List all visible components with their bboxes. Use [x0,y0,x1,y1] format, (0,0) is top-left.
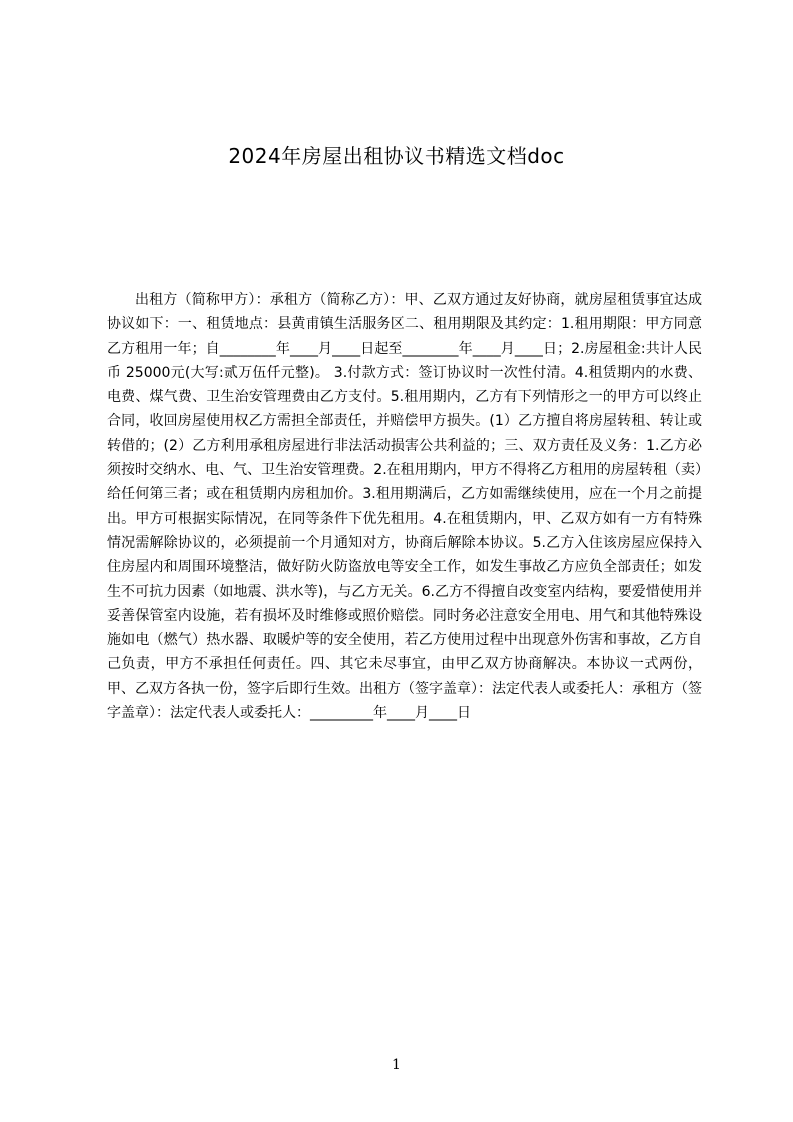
document-title: 2024年房屋出租协议书精选文档doc [228,144,565,168]
document-body: 出租方（简称甲方）：承租方（简称乙方）：甲、乙双方通过友好协商，就房屋租赁事宜达成协议如下：一、租赁地点：县黄甫镇生活服务区二、租用期限及其约定：1.租用期限：甲方同意乙方租用一年；自________年____月____日起至________年____月____日；2.房屋租金:共计人民币 25000元(大写:贰万伍仟元整)。 3.付款方式：签订协议时一次性付清。4.租赁期内的水费、电费、煤气费、卫生治安管理费由乙方支付。5.租用期内，乙方有下列情形之一的甲方可以终止合同，收回房屋使用权乙方需担全部责任，并赔偿甲方损失。(1）乙方擅自将房屋转租、转让或转借的；(2）乙方利用承租房屋进行非法活动损害公共利益的；三、双方责任及义务：1.乙方必须按时交纳水、电、气、卫生治安管理费。2.在租用期内，甲方不得将乙方租用的房屋转租（卖）给任何第三者；或在租赁期内房租加价。3.租用期满后，乙方如需继续使用，应在一个月之前提出。甲方可根据实际情况，在同等条件下优先租用。4.在租赁期内，甲、乙双方如有一方有特殊情况需解除协议的，必须提前一个月通知对方，协商后解除本协议。5.乙方入住该房屋应保持入住房屋内和周围环境整洁，做好防火防盗放电等安全工作，如发生事故乙方应负全部责任；如发生不可抗力因素（如地震、洪水等)，与乙方无关。6.乙方不得擅自改变室内结构，要爱惜使用并妥善保管室内设施，若有损坏及时维修或照价赔偿。同时务必注意安全用电、用气和其他特殊设施如电（燃气）热水器、取暖炉等的安全使用，若乙方使用过程中出现意外伤害和事故，乙方自己负责，甲方不承担任何责任。四、其它未尽事宜，由甲乙双方协商解决。本协议一式两份，甲、乙双方各执一份，签字后即行生效。出租方（签字盖章）：法定代表人或委托人：承租方（签字盖章）：法定代表人或委托人：_________年____月____日 [107,292,702,722]
page-number: 1 [392,1057,401,1073]
